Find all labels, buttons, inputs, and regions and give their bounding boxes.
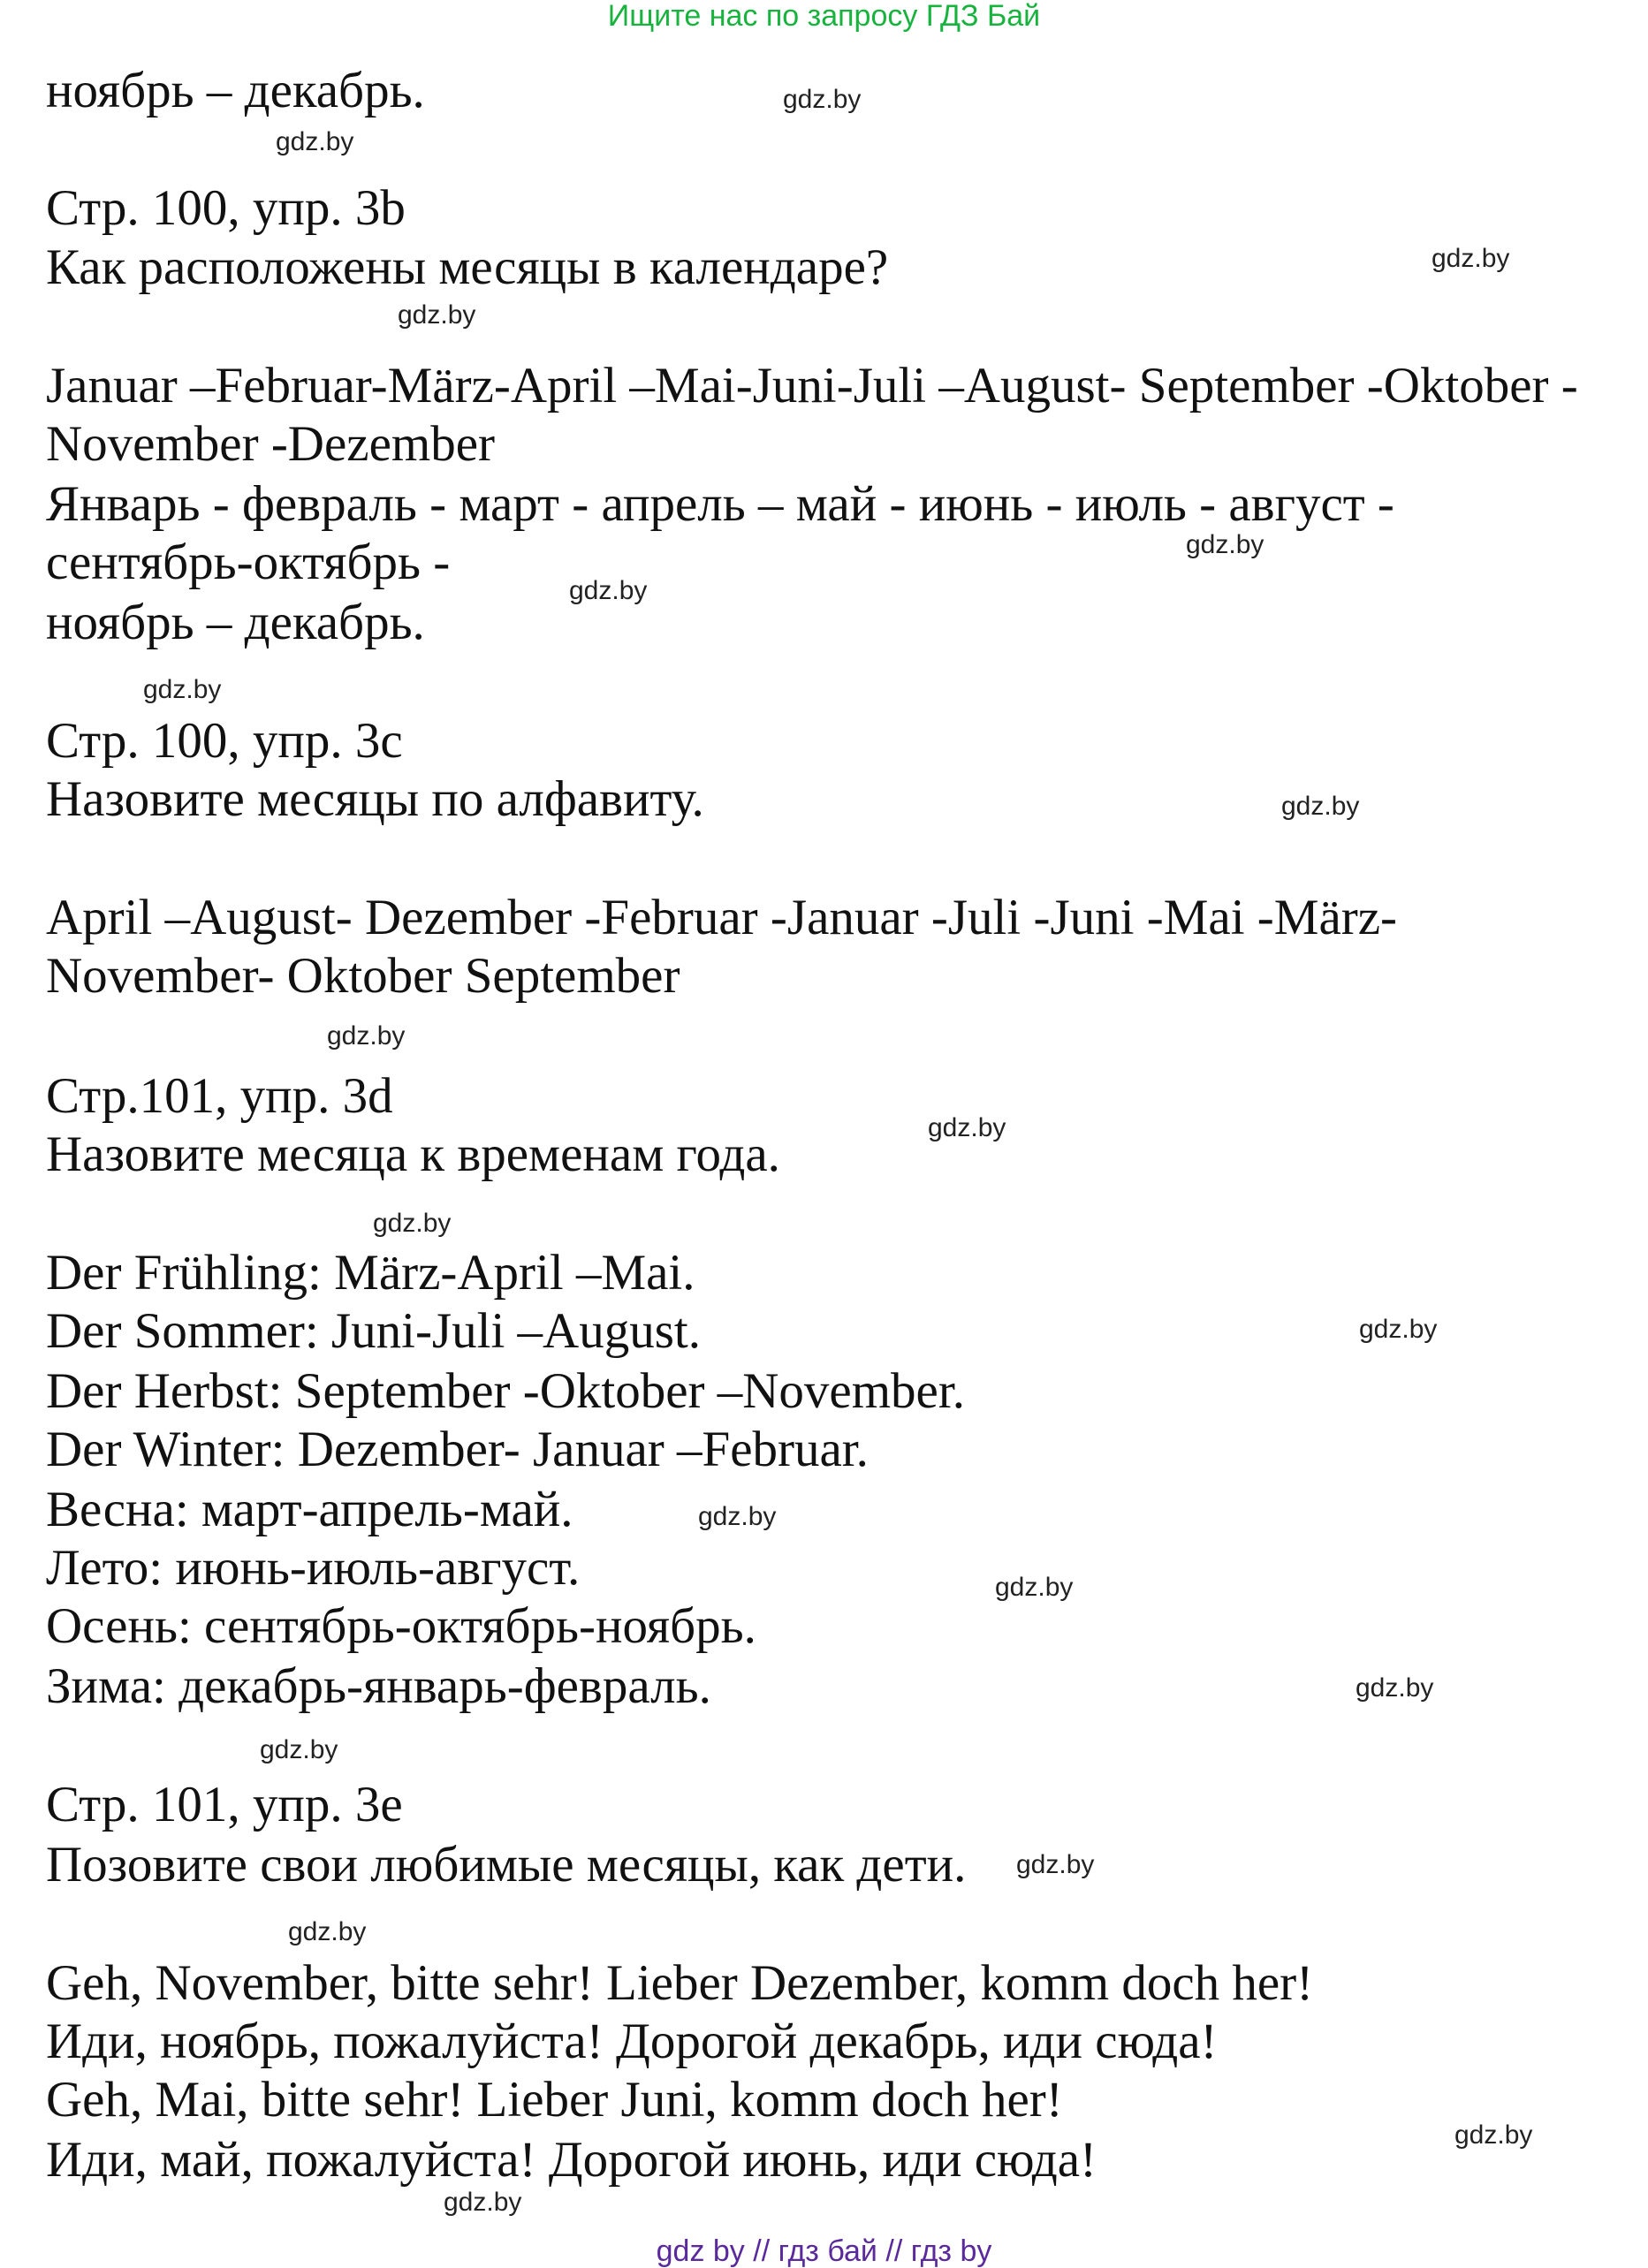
watermark: gdz.by <box>1016 1850 1095 1879</box>
exercise-task: Как расположены месяцы в календаре? <box>46 239 889 295</box>
exercise-heading: Стр. 100, упр. 3c <box>46 713 403 769</box>
text-line: Весна: март-апрель-май. <box>46 1482 573 1537</box>
watermark: gdz.by <box>288 1917 367 1946</box>
text-line: Geh, Mai, bitte sehr! Lieber Juni, komm doch her! <box>46 2072 1063 2128</box>
text-line: Иди, ноябрь, пожалуйста! Дорогой декабрь, иди сюда! <box>46 2014 1218 2069</box>
watermark: gdz.by <box>995 1573 1074 1602</box>
watermark: gdz.by <box>444 2188 522 2217</box>
text-line: Январь - февраль - март - апрель – май - июнь - июль - август - <box>46 476 1394 532</box>
text-line: Лето: июнь-июль-август. <box>46 1540 581 1596</box>
watermark: gdz.by <box>928 1113 1006 1142</box>
text-line: April –August- Dezember -Februar -Januar -Juli -Juni -Mai -März- <box>46 890 1398 945</box>
text-line: Geh, November, bitte sehr! Lieber Dezember, komm doch her! <box>46 1955 1314 2011</box>
watermark: gdz.by <box>1432 244 1510 273</box>
watermark: gdz.by <box>1186 530 1264 559</box>
exercise-task: Назовите месяца к временам года. <box>46 1126 780 1182</box>
text-line: Januar –Februar-März-April –Mai-Juni-Juli –August- September -Oktober - <box>46 358 1578 413</box>
search-banner: Ищите нас по запросу ГДЗ Бай <box>607 0 1041 33</box>
watermark: gdz.by <box>569 576 648 605</box>
exercise-task: Назовите месяцы по алфавиту. <box>46 771 704 827</box>
watermark: gdz.by <box>1356 1673 1434 1703</box>
footer-links: gdz by // гдз бай // гдз by <box>656 2234 992 2268</box>
watermark: gdz.by <box>1281 792 1360 821</box>
watermark: gdz.by <box>1454 2120 1533 2150</box>
text-line: Der Winter: Dezember- Januar –Februar. <box>46 1422 869 1477</box>
watermark: gdz.by <box>698 1502 777 1531</box>
text-line: Der Sommer: Juni-Juli –August. <box>46 1303 701 1359</box>
exercise-heading: Стр.101, упр. 3d <box>46 1068 393 1124</box>
exercise-task: Позовите свои любимые месяцы, как дети. <box>46 1837 967 1893</box>
watermark: gdz.by <box>327 1021 406 1051</box>
text-line: ноябрь – декабрь. <box>46 595 425 650</box>
text-line: November- Oktober September <box>46 948 680 1004</box>
watermark: gdz.by <box>276 127 354 156</box>
exercise-heading: Стр. 101, упр. 3e <box>46 1777 403 1832</box>
text-line: Осень: сентябрь-октябрь-ноябрь. <box>46 1598 756 1654</box>
text-line: November -Dezember <box>46 416 495 472</box>
watermark: gdz.by <box>143 675 222 704</box>
watermark: gdz.by <box>260 1735 338 1764</box>
text-line: Зима: декабрь-январь-февраль. <box>46 1658 711 1714</box>
watermark: gdz.by <box>783 85 862 114</box>
text-line: Иди, май, пожалуйста! Дорогой июнь, иди сюда! <box>46 2132 1097 2188</box>
text-line: сентябрь-октябрь - <box>46 535 451 590</box>
exercise-heading: Стр. 100, упр. 3b <box>46 180 406 236</box>
watermark: gdz.by <box>373 1209 452 1238</box>
text-line: ноябрь – декабрь. <box>46 63 425 118</box>
text-line: Der Frühling: März-April –Mai. <box>46 1245 695 1301</box>
watermark: gdz.by <box>398 300 476 330</box>
text-line: Der Herbst: September -Oktober –November. <box>46 1363 965 1419</box>
watermark: gdz.by <box>1359 1315 1438 1344</box>
